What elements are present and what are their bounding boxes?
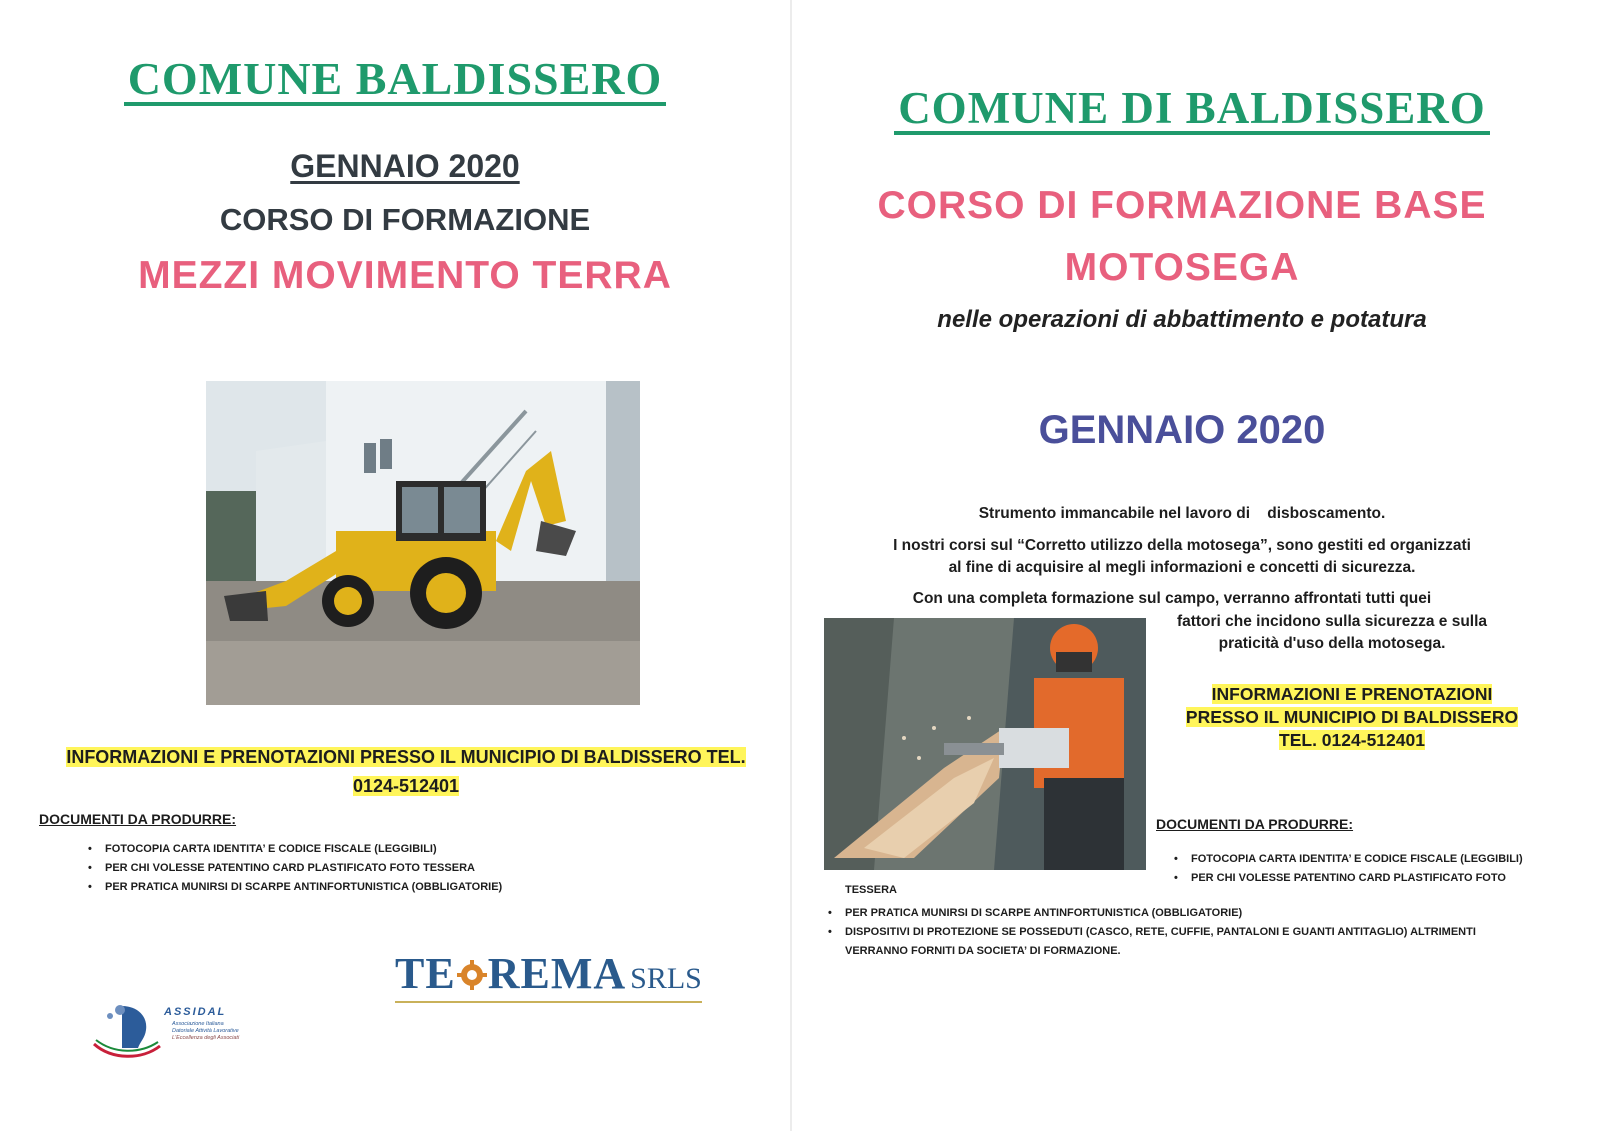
assidal-tagline-3: L'Eccellenza degli Associati: [172, 1035, 240, 1041]
gear-icon: [457, 960, 487, 990]
right-doc-item-line2: VERRANNO FORNITI DA SOCIETA’ DI FORMAZIONE.: [845, 945, 1121, 957]
left-doc-item: • PER PRATICA MUNIRSI DI SCARPE ANTINFORTUNISTICA (OBBLIGATORIE): [88, 878, 688, 897]
right-paragraph-3-line1: Con una completa formazione sul campo, verranno affrontati tutti quei: [912, 590, 1432, 607]
assidal-head-icon: [92, 1000, 162, 1062]
teorema-logo-part2: REMA: [487, 949, 627, 998]
right-title-wrap: [852, 83, 1532, 135]
left-docs-title: DOCUMENTI DA PRODURRE:: [39, 811, 237, 827]
right-docs-title: DOCUMENTI DA PRODURRE:: [1156, 816, 1354, 832]
right-doc-item: • PER CHI VOLESSE PATENTINO CARD PLASTIFICATO FOTO: [1174, 869, 1584, 888]
right-paragraph-2: [792, 535, 1572, 579]
right-doc-item: • FOTOCOPIA CARTA IDENTITA’ E CODICE FISCALE (LEGGIBILI): [1174, 850, 1584, 869]
right-info-line2: PRESSO IL MUNICIPIO DI BALDISSERO: [1185, 707, 1519, 727]
right-course-line2: MOTOSEGA: [1064, 246, 1300, 289]
left-course-name: MEZZI MOVIMENTO TERRA: [138, 254, 672, 297]
right-info-phone: TEL. 0124-512401: [1279, 730, 1425, 750]
right-doc-item: • PER PRATICA MUNIRSI DI SCARPE ANTINFORTUNISTICA (OBBLIGATORIE): [828, 904, 1588, 923]
right-info-line1: INFORMAZIONI E PRENOTAZIONI: [1211, 684, 1493, 704]
teorema-logo-part1: TE: [395, 949, 456, 998]
right-doc-item-line1: DISPOSITIVI DI PROTEZIONE SE POSSEDUTI (CASCO, RETE, CUFFIE, PANTALONI E GUANTI ANTITAGLIO) ALTRIMENTI: [845, 926, 1476, 938]
left-docs-list: [88, 840, 688, 897]
right-course-line1: CORSO DI FORMAZIONE BASE: [877, 184, 1487, 227]
right-info: [1137, 683, 1567, 752]
teorema-logo-suffix: SRLS: [630, 962, 702, 995]
assidal-tagline-2: Datoriale Attività Lavorative: [172, 1028, 239, 1034]
left-info-phone: 0124-512401: [352, 776, 460, 796]
right-doc-item: [828, 923, 1588, 961]
assidal-tagline-1: Associazione Italiana: [172, 1021, 224, 1027]
backhoe-loader-illustration: [206, 381, 640, 705]
left-title: COMUNE BALDISSERO: [124, 56, 667, 106]
right-docs-list-bottom: [828, 904, 1588, 961]
left-flyer: [0, 0, 790, 1131]
left-month: GENNAIO 2020: [290, 148, 520, 184]
left-course-label: CORSO DI FORMAZIONE: [219, 202, 591, 237]
left-doc-item: • PER CHI VOLESSE PATENTINO CARD PLASTIFICATO FOTO TESSERA: [88, 859, 688, 878]
chainsaw-illustration: [824, 618, 1146, 870]
left-title-wrap: [0, 53, 790, 106]
right-paragraph-1: Strumento immancabile nel lavoro di disboscamento.: [978, 505, 1386, 522]
teorema-logo: [395, 948, 702, 1003]
right-docs-list-top: [1174, 850, 1584, 888]
chainsaw-photo: [824, 618, 1146, 870]
right-month: GENNAIO 2020: [1038, 408, 1326, 452]
left-info: [46, 743, 766, 801]
assidal-logo: [92, 1000, 262, 1062]
left-info-line1: INFORMAZIONI E PRENOTAZIONI PRESSO IL MUNICIPIO DI BALDISSERO TEL.: [66, 747, 746, 767]
right-paragraph-3-line2: fattori che incidono sulla sicurezza e sulla: [1176, 613, 1488, 630]
assidal-name: ASSIDAL: [164, 1006, 227, 1018]
right-paragraph-2-line2: al fine di acquisire al megli informazioni e concetti di sicurezza.: [948, 559, 1416, 576]
right-subtitle: nelle operazioni di abbattimento e potatura: [937, 306, 1427, 333]
left-doc-item: • FOTOCOPIA CARTA IDENTITA’ E CODICE FISCALE (LEGGIBILI): [88, 840, 688, 859]
backhoe-loader-photo: [206, 381, 640, 705]
right-flyer: [792, 0, 1600, 1131]
assidal-tagline: [172, 1021, 267, 1042]
right-paragraph-3-line3: praticità d'uso della motosega.: [1218, 635, 1446, 652]
left-month-wrap: [0, 148, 810, 185]
right-title: COMUNE DI BALDISSERO: [894, 86, 1490, 135]
right-paragraph-2-line1: I nostri corsi sul “Corretto utilizzo della motosega”, sono gestiti ed organizzati: [893, 537, 1471, 554]
right-doc-item-continuation: TESSERA: [845, 884, 897, 896]
